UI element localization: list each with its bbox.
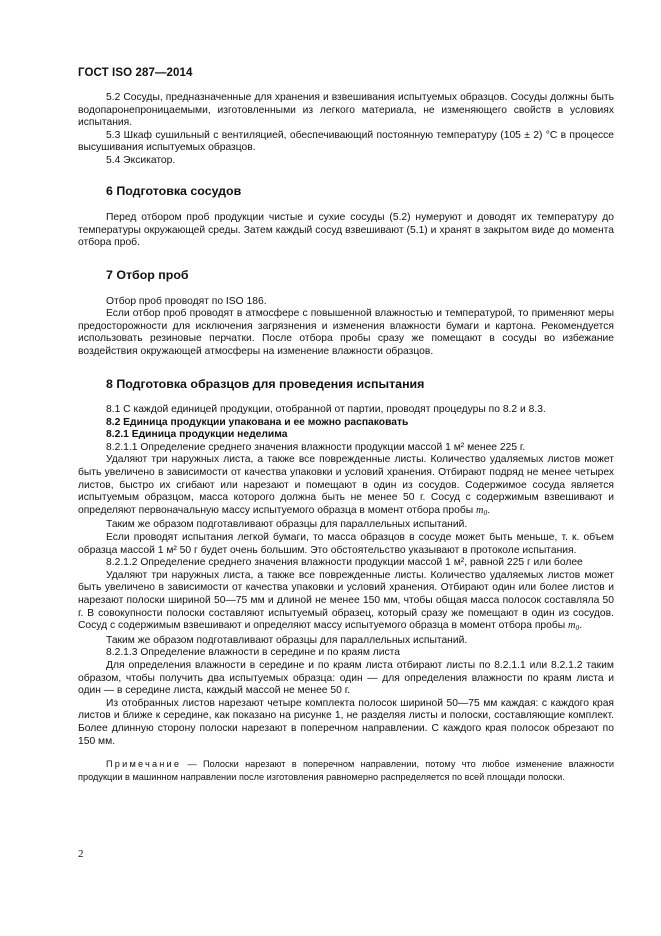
paragraph-8-2-1-1-a: Удаляют три наружных листа, а также все поврежденные листы. Количество удаляемых листов может быть увеличено в зависимости от качества упаковки и условий хранения. Отбирают подряд не менее четырех листов, быстро их сгибают или нарезают и помещают в один из сосудов. Содержимое сосуда является испытуемым образцом, масса которого должна быть не менее 50 г. Сосуд с содержимым взвешивают и определяют первоначальную массу испытуемого образца в момент отбора пробы $m_0$.	[78, 454, 614, 517]
paragraph-8-2-1-2-a: Удаляют три наружных листа, а также все поврежденные листы. Количество удаляемых листов может быть увеличено в зависимости от качества упаковки и условий хранения. Отбирают один или более листов и нарезают полоски шириной 50—75 мм и длиной не менее 150 мм, чтобы общая масса полосок составляла 50 г. В совокупности полоски составляют испытуемый образец, который сразу же помещают в один из сосудов. Сосуд с содержимым взвешивают и определяют массу испытуемого образца в момент отбора пробы $m_0$.	[78, 569, 614, 633]
paragraph-8-2-1-2: 8.2.1.2 Определение среднего значения влажности продукции массой 1 м², равной 225 г или более	[106, 557, 583, 569]
paragraph-5-4: 5.4 Эксикатор.	[106, 154, 176, 166]
paragraph-8-2-1-1-b: Таким же образом подготавливают образцы для параллельных испытаний.	[106, 519, 468, 531]
page-content	[78, 92, 614, 783]
paragraph-8-2-1-3-a: Для определения влажности в середине и по краям листа отбирают листы по 8.2.1.1 или 8.2.1.2 таким образом, чтобы получить два испытуемых образца: один — для определения влажности по краям листа и один — в середине листа, каждый массой не менее 50 г.	[78, 659, 614, 697]
subsection-8-2-heading: 8.2 Единица продукции упакована и ее можно распаковать	[106, 416, 409, 428]
page-number: 2	[78, 848, 84, 860]
paragraph-8-2-1-1: 8.2.1.1 Определение среднего значения влажности продукции массой 1 м² менее 225 г.	[106, 441, 526, 453]
page-header-title: ГОСТ ISO 287—2014	[78, 67, 193, 79]
note	[78, 758, 614, 783]
mass-symbol: $m_0$	[568, 620, 580, 633]
note-label: Примечание	[106, 759, 182, 770]
paragraph-5-3: 5.3 Шкаф сушильный с вентиляцией, обеспечивающий постоянную температуру (105 ± 2) °С в процессе высушивания испытуемых образцов.	[78, 129, 614, 154]
note-text: — Полоски нарезают в поперечном направлении, потому что любое изменение влажности продукции в машинном направлении после изготовления равномерно распределяется по всей площади полоски.	[78, 759, 614, 782]
paragraph-8-1: 8.1 С каждой единицей продукции, отобранной от партии, проводят процедуры по 8.2 и 8.3.	[106, 404, 546, 416]
paragraph-7-2: Если отбор проб проводят в атмосфере с повышенной влажностью и температурой, то применяют меры предосторожности для исключения загрязнения и изменения влажности бумаги и картона. Рекомендуется использовать резиновые перчатки. После отбора пробы сразу же помещают в сосуды во избежание воздействия окружающей атмосферы на изменение влажности образцов.	[78, 308, 614, 357]
paragraph-8-2-1-3-b: Из отобранных листов нарезают четыре комплекта полосок шириной 50—75 мм каждая: с каждого края листов и ближе к середине, как показано на рисунке 1, не разделяя листы и полоски, составляющие комплект. Более длинную сторону полоски нарезают в поперечном направлении. С каждого края полосок обрезают по 150 мм.	[78, 697, 614, 747]
paragraph-8-2-1-2-b: Таким же образом подготавливают образцы для параллельных испытаний.	[106, 634, 468, 646]
paragraph-8-2-1-3: 8.2.1.3 Определение влажности в середине и по краям листа	[106, 647, 401, 659]
paragraph-8-2-1-2-a-text: Удаляют три наружных листа, а также все поврежденные листы. Количество удаляемых листов может быть увеличено в зависимости от качества упаковки и условий хранения. Отбирают один или более листов и нарезают полоски шириной 50—75 мм и длиной не менее 150 мм, чтобы общая масса полосок составляла 50 г. В совокупности полоски составляют испытуемый образец, который сразу же помещают в один из сосудов. Сосуд с содержимым взвешивают и определяют массу испытуемого образца в момент отбора пробы	[78, 569, 614, 632]
subsection-8-2-1-heading: 8.2.1 Единица продукции неделима	[106, 429, 288, 441]
section-6-heading: 6 Подготовка сосудов	[106, 183, 242, 198]
paragraph-6-1: Перед отбором проб продукции чистые и сухие сосуды (5.2) нумеруют и доводят их температуру до температуры окружающей среды. Затем каждый сосуд взвешивают (5.1) и хранят в закрытом виде до момента отбора проб.	[78, 212, 614, 249]
section-7-heading: 7 Отбор проб	[106, 267, 189, 282]
paragraph-8-2-1-1-a-text: Удаляют три наружных листа, а также все поврежденные листы. Количество удаляемых листов может быть увеличено в зависимости от качества упаковки и условий хранения. Отбирают подряд не менее четырех листов, быстро их сгибают или нарезают и помещают в один из сосудов. Содержимое сосуда является испытуемым образцом, масса которого должна быть не менее 50 г. Сосуд с содержимым взвешивают и определяют первоначальную массу испытуемого образца в момент отбора пробы	[78, 454, 614, 516]
paragraph-5-2: 5.2 Сосуды, предназначенные для хранения и взвешивания испытуемых образцов. Сосуды должны быть водопаронепроницаемыми, изготовленными из легкого материала, не изменяющего свойств в условиях испытания.	[78, 92, 614, 129]
paragraph-7-1: Отбор проб проводят по ISO 186.	[106, 295, 267, 307]
mass-symbol: $m_0$	[476, 504, 488, 517]
section-8-heading: 8 Подготовка образцов для проведения испытания	[106, 376, 425, 391]
paragraph-8-2-1-1-c: Если проводят испытания легкой бумаги, то масса образцов в сосуде может быть меньше, т. к. объем образца массой 1 м² 50 г будет очень большим. Это обстоятельство указывают в протоколе испытания.	[78, 532, 614, 556]
